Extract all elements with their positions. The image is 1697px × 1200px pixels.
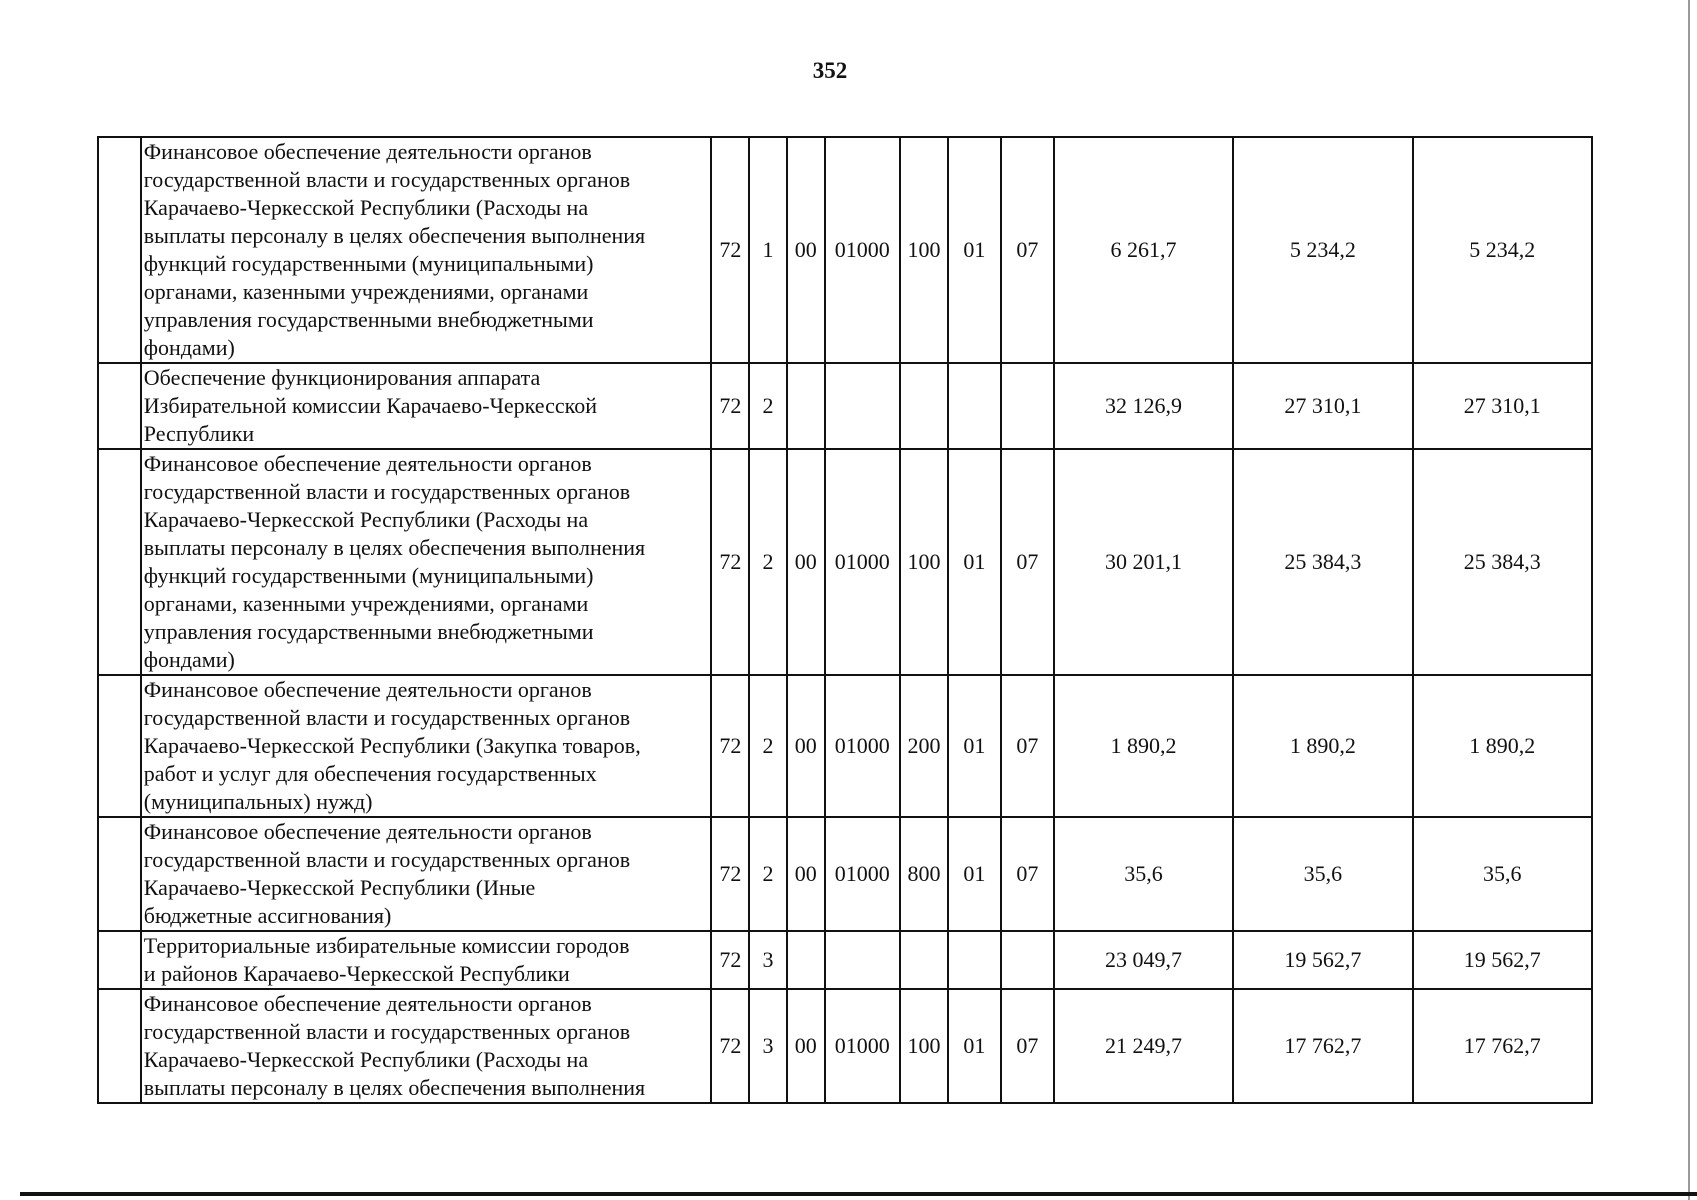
code-cell-c3 [787, 363, 825, 449]
code-cell-c2: 2 [749, 675, 787, 817]
code-cell-c5: 200 [900, 675, 948, 817]
row-number-cell [98, 675, 141, 817]
code-cell-c2: 2 [749, 363, 787, 449]
code-cell-c4: 01000 [825, 675, 900, 817]
code-cell-c4: 01000 [825, 137, 900, 363]
page-number: 352 [812, 58, 848, 83]
code-cell-c3: 00 [787, 449, 825, 675]
amount-cell-a3: 19 562,7 [1413, 931, 1592, 989]
amount-cell-a2: 5 234,2 [1233, 137, 1412, 363]
code-cell-c7: 07 [1001, 449, 1054, 675]
amount-cell-a1: 21 249,7 [1054, 989, 1233, 1103]
code-cell-c1: 72 [711, 675, 749, 817]
code-cell-c5 [900, 931, 948, 989]
code-cell-c4: 01000 [825, 449, 900, 675]
amount-cell-a1: 32 126,9 [1054, 363, 1233, 449]
budget-table [97, 136, 1593, 1104]
code-cell-c4: 01000 [825, 817, 900, 931]
code-cell-c7: 07 [1001, 675, 1054, 817]
code-cell-c2: 2 [749, 449, 787, 675]
code-cell-c7: 07 [1001, 137, 1054, 363]
amount-cell-a3: 5 234,2 [1413, 137, 1592, 363]
code-cell-c4 [825, 931, 900, 989]
amount-cell-a2: 35,6 [1233, 817, 1412, 931]
code-cell-c5: 100 [900, 137, 948, 363]
code-cell-c1: 72 [711, 931, 749, 989]
code-cell-c2: 1 [749, 137, 787, 363]
code-cell-c1: 72 [711, 817, 749, 931]
code-cell-c1: 72 [711, 363, 749, 449]
code-cell-c3: 00 [787, 137, 825, 363]
row-description: Финансовое обеспечение деятельности органов государственной власти и государственных органов Карачаево-Черкесской Республики (Расходы на выплаты персоналу в целях обеспечения выполнения [141, 989, 712, 1103]
code-cell-c4: 01000 [825, 989, 900, 1103]
row-number-cell [98, 137, 141, 363]
amount-cell-a1: 1 890,2 [1054, 675, 1233, 817]
code-cell-c4 [825, 363, 900, 449]
table-row [98, 363, 1592, 449]
code-cell-c2: 3 [749, 931, 787, 989]
row-number-cell [98, 817, 141, 931]
amount-cell-a1: 23 049,7 [1054, 931, 1233, 989]
code-cell-c7 [1001, 931, 1054, 989]
table-row [98, 989, 1592, 1103]
row-description: Финансовое обеспечение деятельности органов государственной власти и государственных органов Карачаево-Черкесской Республики (Расходы на выплаты персоналу в целях обеспечения выполнения функций государственными (муниципальными) органами, казенными учреждениями, органами управления государственными внебюджетными фондами) [141, 137, 712, 363]
amount-cell-a3: 27 310,1 [1413, 363, 1592, 449]
amount-cell-a3: 17 762,7 [1413, 989, 1592, 1103]
row-description: Финансовое обеспечение деятельности органов государственной власти и государственных органов Карачаево-Черкесской Республики (Закупка товаров, работ и услуг для обеспечения государственных (муниципальных) нужд) [141, 675, 712, 817]
code-cell-c6: 01 [948, 989, 1001, 1103]
code-cell-c2: 3 [749, 989, 787, 1103]
amount-cell-a2: 17 762,7 [1233, 989, 1412, 1103]
scan-edge-bottom [20, 1192, 1697, 1196]
code-cell-c3: 00 [787, 675, 825, 817]
amount-cell-a2: 19 562,7 [1233, 931, 1412, 989]
code-cell-c5: 800 [900, 817, 948, 931]
amount-cell-a2: 25 384,3 [1233, 449, 1412, 675]
code-cell-c3 [787, 931, 825, 989]
code-cell-c6 [948, 931, 1001, 989]
code-cell-c6: 01 [948, 675, 1001, 817]
amount-cell-a2: 1 890,2 [1233, 675, 1412, 817]
code-cell-c7: 07 [1001, 817, 1054, 931]
code-cell-c3: 00 [787, 817, 825, 931]
code-cell-c7: 07 [1001, 989, 1054, 1103]
code-cell-c1: 72 [711, 449, 749, 675]
code-cell-c3: 00 [787, 989, 825, 1103]
table-row [98, 449, 1592, 675]
row-description: Обеспечение функционирования аппарата Избирательной комиссии Карачаево-Черкесской Республики [141, 363, 712, 449]
amount-cell-a2: 27 310,1 [1233, 363, 1412, 449]
code-cell-c1: 72 [711, 989, 749, 1103]
row-description: Финансовое обеспечение деятельности органов государственной власти и государственных органов Карачаево-Черкесской Республики (Расходы на выплаты персоналу в целях обеспечения выполнения функций государственными (муниципальными) органами, казенными учреждениями, органами управления государственными внебюджетными фондами) [141, 449, 712, 675]
table-row [98, 137, 1592, 363]
scan-edge-right [1688, 0, 1690, 1200]
code-cell-c5: 100 [900, 449, 948, 675]
table-row [98, 931, 1592, 989]
row-number-cell [98, 989, 141, 1103]
code-cell-c6 [948, 363, 1001, 449]
code-cell-c6: 01 [948, 137, 1001, 363]
row-number-cell [98, 363, 141, 449]
code-cell-c7 [1001, 363, 1054, 449]
code-cell-c1: 72 [711, 137, 749, 363]
code-cell-c2: 2 [749, 817, 787, 931]
table-row [98, 817, 1592, 931]
code-cell-c5: 100 [900, 989, 948, 1103]
amount-cell-a1: 6 261,7 [1054, 137, 1233, 363]
amount-cell-a3: 1 890,2 [1413, 675, 1592, 817]
table-body [98, 137, 1592, 1103]
amount-cell-a1: 30 201,1 [1054, 449, 1233, 675]
code-cell-c6: 01 [948, 817, 1001, 931]
code-cell-c5 [900, 363, 948, 449]
code-cell-c6: 01 [948, 449, 1001, 675]
row-number-cell [98, 449, 141, 675]
amount-cell-a3: 35,6 [1413, 817, 1592, 931]
table-row [98, 675, 1592, 817]
row-description: Территориальные избирательные комиссии городов и районов Карачаево-Черкесской Республики [141, 931, 712, 989]
amount-cell-a1: 35,6 [1054, 817, 1233, 931]
row-description: Финансовое обеспечение деятельности органов государственной власти и государственных органов Карачаево-Черкесской Республики (Иные бюджетные ассигнования) [141, 817, 712, 931]
row-number-cell [98, 931, 141, 989]
amount-cell-a3: 25 384,3 [1413, 449, 1592, 675]
